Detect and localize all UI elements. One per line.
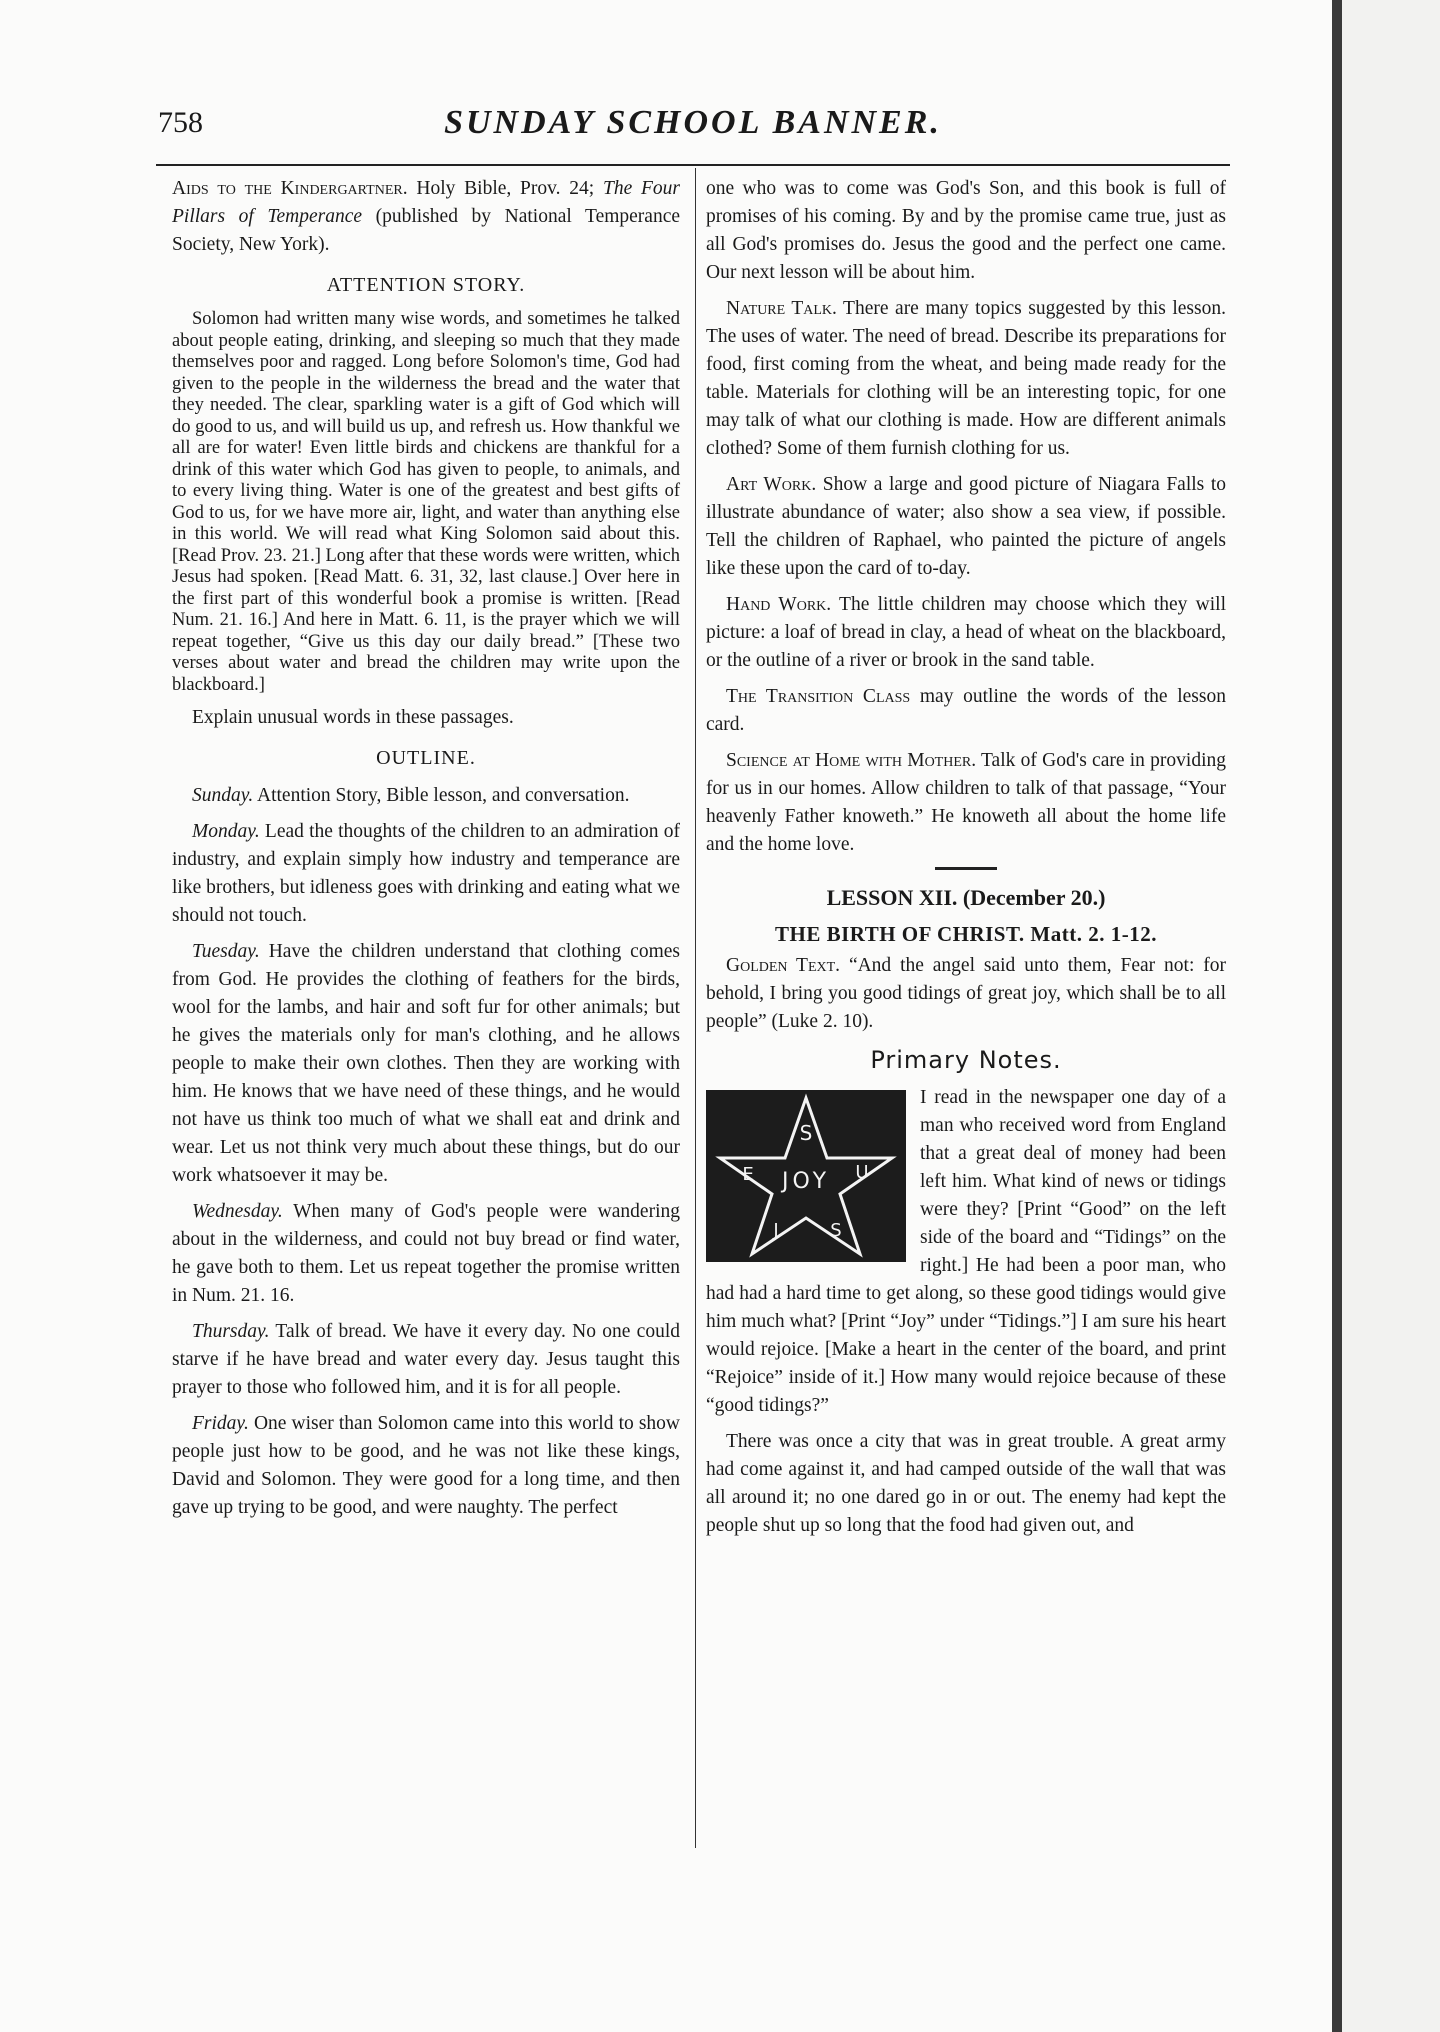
day-text: Lead the thoughts of the children to an admiration of industry, and explain simply how industry and temperance are like brothers, but idleness goes with drinking and eating what we should not touch. <box>172 821 680 926</box>
day-text: Have the children understand that clothing comes from God. He provides the clothing of feathers for the birds, wool for the lambs, and hair and soft fur for other animals; but he gives the materials only for man's clothing, and he allows people to make their own clothes. Then they are working with him. He knows that we have need of these things, and he would not have us think too much of what we shall eat and drink and wear. Let us not think very much about these things, but do our work whatsoever it may be. <box>172 941 680 1186</box>
golden-lead: Golden Text. <box>726 955 841 976</box>
continued-paragraph: one who was to come was God's Son, and this book is full of promises of his coming. By and by the promise came true, just as all God's promises do. Jesus the good and the perfect one came. Our next lesson will be about him. <box>706 178 1226 283</box>
art-lead: Art Work. <box>726 474 817 495</box>
outline-friday <box>172 1410 680 1522</box>
nature-talk <box>706 295 1226 463</box>
nature-text: There are many topics suggested by this lesson. The uses of water. The need of bread. Describe its preparations for food, first coming from the wheat, and being made ready for the table. Materials for clothing will be an interesting topic, for one may talk of what our clothing is made. How are different animals clothed? Some of them furnish clothing for us. <box>706 298 1226 459</box>
nature-lead: Nature Talk. <box>726 298 837 319</box>
primary-notes-text: I read in the newspaper one day of a man who received word from England that a great deal of money had been left him. What kind of news or tidings were they? [Print “Good” on the left side of the board and “Tidings” on the right.] He had been a poor man, who had had a hard time to get along, so these good tidings would give him much what? [Print “Joy” under “Tidings.”] I am sure his heart would rejoice. [Make a heart in the center of the board, and print “Rejoice” inside of it.] How many would rejoice because of these “good tidings?” <box>706 1087 1226 1416</box>
science-lead: Science at Home with Mother. <box>726 750 977 771</box>
transition-lead: The Transition Class <box>726 686 911 707</box>
art-work <box>706 471 1226 583</box>
explain-paragraph: Explain unusual words in these passages. <box>192 707 514 728</box>
page-number: 758 <box>158 106 203 139</box>
science-at-home <box>706 747 1226 859</box>
star-letter-j: J <box>773 1220 779 1241</box>
star-letter-u: U <box>855 1162 869 1183</box>
science-text: Talk of God's care in providing for us in our homes. Allow children to talk of that passage, “Your heavenly Father knoweth.” He knoweth all about the home life and the home love. <box>706 750 1226 855</box>
golden-text <box>706 952 1226 1036</box>
star-word-joy: JOY <box>781 1169 831 1194</box>
transition-text: may outline the words of the lesson card. <box>706 686 1226 735</box>
star-letter-s2: S <box>830 1220 842 1241</box>
star-letter-e: E <box>742 1164 754 1185</box>
art-text: Show a large and good picture of Niagara Falls to illustrate abundance of water; also show a sea view, if possible. Tell the children of Raphael, who painted the picture of angels like these upon the card of to-day. <box>706 474 1226 579</box>
day-label: Friday. <box>192 1413 249 1434</box>
aids-text-end: (published by National Temperance Society, New York). <box>172 206 681 255</box>
lesson-subject: THE BIRTH OF CHRIST. Matt. 2. 1-12. <box>775 922 1157 946</box>
publication-title: SUNDAY SCHOOL BANNER. <box>444 104 942 141</box>
primary-notes-heading: Primary Notes. <box>870 1046 1062 1074</box>
outline-wednesday <box>172 1198 680 1310</box>
outline-heading: OUTLINE. <box>376 747 476 769</box>
city-paragraph: There was once a city that was in great trouble. A great army had come against it, and had camped outside of the wall that was all around it; no one dared go in or out. The enemy had kept the people shut up so long that the food had given out, and <box>706 1431 1226 1536</box>
facing-page <box>1342 0 1440 2032</box>
lesson-title: LESSON XII. (December 20.) <box>826 885 1106 910</box>
right-column <box>706 175 1226 1548</box>
aids-paragraph <box>172 175 680 259</box>
attention-heading: ATTENTION STORY. <box>326 274 526 296</box>
golden-text-body: “And the angel said unto them, Fear not: for behold, I bring you good tidings of great joy, which shall be to all people” (Luke 2. 10). <box>706 955 1226 1032</box>
aids-lead: Aids to the Kindergartner. <box>172 178 408 199</box>
outline-thursday <box>172 1318 680 1402</box>
day-text: One wiser than Solomon came into this world to show people just how to be good, and he was not like these kings, David and Solomon. They were good for a long time, and then gave up trying to be good, and were naughty. The perfect <box>172 1413 680 1518</box>
left-column <box>172 175 680 1530</box>
day-label: Monday. <box>192 821 260 842</box>
section-divider <box>935 867 997 870</box>
running-header <box>158 104 1228 148</box>
hand-lead: Hand Work. <box>726 594 832 615</box>
outline-sunday <box>172 782 680 810</box>
star-icon <box>706 1090 906 1262</box>
day-label: Wednesday. <box>192 1201 283 1222</box>
day-text: Attention Story, Bible lesson, and conversation. <box>253 785 630 806</box>
day-text: When many of God's people were wandering about in the wilderness, and could not buy bread or find water, he gave both to them. Let us repeat together the promise written in Num. 21. 16. <box>172 1201 680 1306</box>
aids-text: Holy Bible, Prov. 24; <box>407 178 603 199</box>
star-letter-s: S <box>799 1121 813 1145</box>
day-label: Thursday. <box>192 1321 270 1342</box>
transition-class <box>706 683 1226 739</box>
column-rule <box>695 168 696 1848</box>
day-text: Talk of bread. We have it every day. No one could starve if he have bread and water every day. Jesus taught this prayer to those who followed him, and it is for all people. <box>172 1321 680 1398</box>
aids-book-title: The Four Pillars of Temperance <box>172 178 680 227</box>
header-rule <box>156 164 1230 166</box>
outline-monday <box>172 818 680 930</box>
day-label: Tuesday. <box>192 941 260 962</box>
hand-text: The little children may choose which they will picture: a loaf of bread in clay, a head of wheat on the blackboard, or the outline of a river or brook in the sand table. <box>706 594 1226 671</box>
page-edge <box>1332 0 1342 2032</box>
hand-work <box>706 591 1226 675</box>
attention-story: Solomon had written many wise words, and sometimes he talked about people eating, drinking, and sleeping so much that they made themselves poor and ragged. Long before Solomon's time, God had given to the people in the wilderness the bread and the water that they needed. The clear, sparkling water is a gift of God which will do good to us, and will build us up, and refresh us. How thankful we all are for water! Even little birds and chickens are thankful for a drink of this water which God has given to people, to animals, and to every living thing. Water is one of the greatest and best gifts of God to us, for we have more air, light, and water than anything else in this world. We will read what King Solomon said about this. [Read Prov. 23. 21.] Long after that these words were written, which Jesus had spoken. [Read Matt. 6. 31, 32, last clause.] Over here in the first part of this wonderful book a promise is written. [Read Num. 21. 16.] And here in Matt. 6. 11, is the prayer which we will repeat together, “Give us this day our daily bread.” [These two verses about water and bread the children may write upon the blackboard.] <box>172 309 680 695</box>
outline-tuesday <box>172 938 680 1190</box>
day-label: Sunday. <box>192 785 254 806</box>
joy-star-figure <box>706 1090 906 1262</box>
